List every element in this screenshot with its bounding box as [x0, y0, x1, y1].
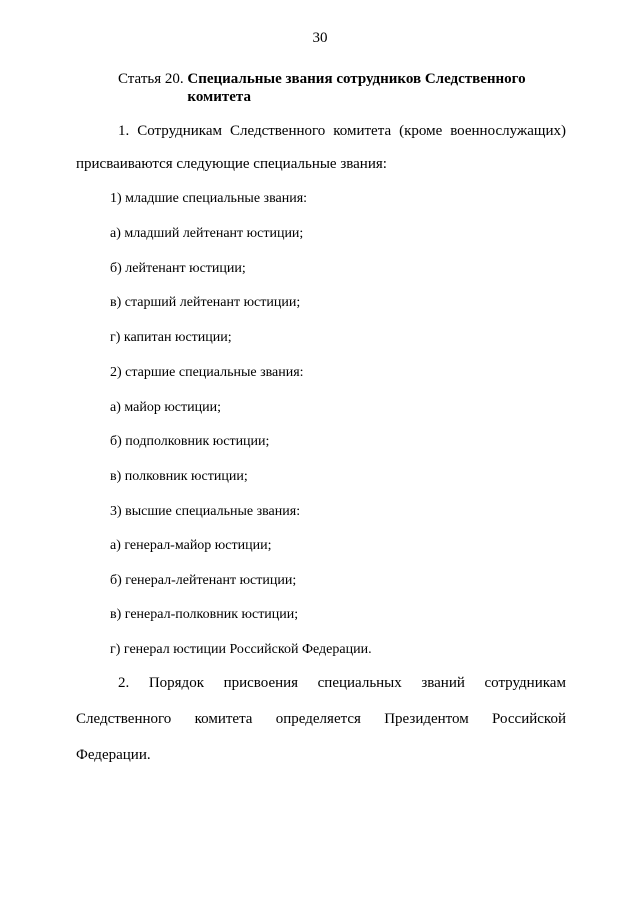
article-number: Статья 20. [118, 71, 184, 87]
list-item: б) генерал-лейтенант юстиции; [110, 573, 297, 588]
list-item: а) младший лейтенант юстиции; [110, 226, 304, 241]
word: Следственного [76, 711, 172, 727]
article-title-line2: комитета [187, 89, 251, 105]
word: присвоения [223, 675, 299, 691]
article-title [187, 70, 547, 106]
word: комитета [194, 711, 253, 727]
paragraph2-line2 [76, 711, 566, 728]
list-item: а) майор юстиции; [110, 400, 221, 415]
list-item: г) генерал юстиции Российской Федерации. [110, 642, 372, 657]
list-item: г) капитан юстиции; [110, 330, 232, 345]
article-heading [118, 70, 547, 106]
word: определяется [275, 711, 361, 727]
article-title-line1: Специальные звания сотрудников Следственного [187, 71, 526, 87]
paragraph1-line1: 1. Сотрудникам Следственного комитета (кроме военнослужащих) [118, 123, 566, 139]
list-item: 1) младшие специальные звания: [110, 191, 308, 206]
list-item: в) полковник юстиции; [110, 469, 248, 484]
word: Порядок [148, 675, 204, 691]
word: специальных [317, 675, 402, 691]
list-item: а) генерал-майор юстиции; [110, 538, 272, 553]
word: сотрудникам [484, 675, 566, 691]
list-item: б) подполковник юстиции; [110, 434, 270, 449]
word: званий [421, 675, 465, 691]
list-item: в) генерал-полковник юстиции; [110, 607, 299, 622]
paragraph2-line1 [118, 675, 566, 692]
page-number: 30 [312, 30, 328, 46]
word: Российской [492, 711, 566, 727]
list-item: б) лейтенант юстиции; [110, 261, 246, 276]
paragraph1-line2: присваиваются следующие специальные звания: [76, 156, 387, 172]
list-item: 2) старшие специальные звания: [110, 365, 304, 380]
paragraph2-line3: Федерации. [76, 747, 151, 763]
word: 2. [118, 675, 130, 691]
list-item: в) старший лейтенант юстиции; [110, 295, 301, 310]
list-item: 3) высшие специальные звания: [110, 504, 301, 519]
word: Президентом [384, 711, 469, 727]
